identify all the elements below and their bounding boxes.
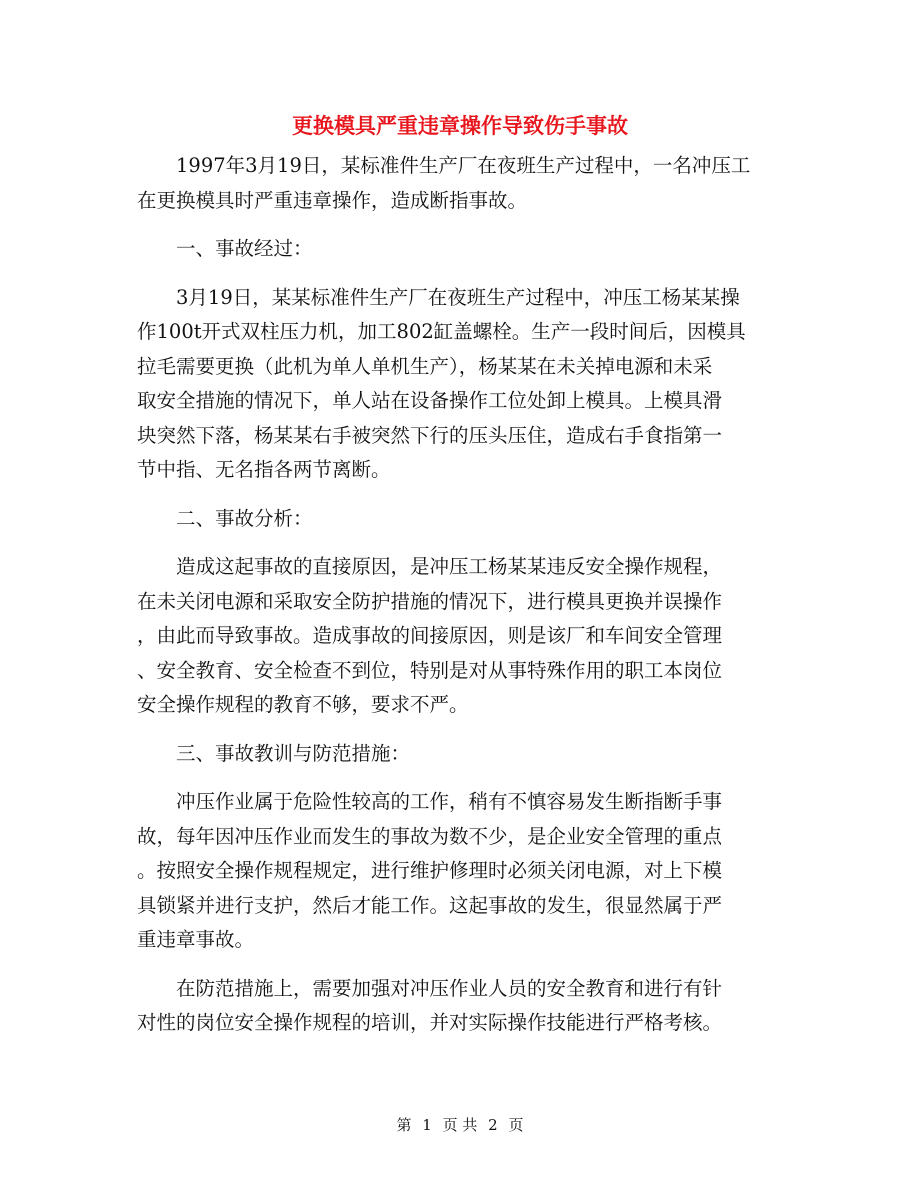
paragraph-line: 重违章事故。 <box>137 928 255 951</box>
paragraph-line: 对性的岗位安全操作规程的培训，并对实际操作技能进行严格考核。 <box>137 1011 723 1034</box>
paragraph-line: 在更换模具时严重违章操作，造成断指事故。 <box>137 188 528 212</box>
footer-page-number: 1 <box>422 1116 432 1134</box>
paragraph <box>137 232 785 267</box>
paragraph-gap <box>137 488 785 502</box>
paragraph-line: 冲压作业属于危险性较高的工作，稍有不慎容易发生断指断手事 <box>176 790 723 813</box>
footer-prefix: 第 <box>396 1116 412 1134</box>
paragraph-line: 、安全教育、安全检查不到位，特别是对从事特殊作用的职工本岗位 <box>137 658 723 682</box>
paragraph-line: 安全操作规程的教育不够，要求不严。 <box>137 693 469 716</box>
paragraph-line: 在未关闭电源和采取安全防护措施的情况下，进行模具更换并误操作 <box>137 589 723 613</box>
paragraph-gap <box>137 218 785 232</box>
paragraph-line: 拉毛需要更换（此机为单人单机生产），杨某某在未关掉电源和未采 <box>137 354 713 378</box>
footer-page-total: 2 <box>488 1116 498 1134</box>
paragraph-line: 三、事故教训与防范措施： <box>176 741 411 765</box>
footer-mid: 页 共 <box>442 1116 478 1134</box>
footer-suffix: 页 <box>508 1116 524 1134</box>
paragraph <box>137 502 785 537</box>
paragraph <box>137 785 785 958</box>
paragraph-line: 二、事故分析： <box>176 506 313 530</box>
paragraph-line: 一、事故经过： <box>176 237 313 260</box>
paragraph-line: 。按照安全操作规程规定，进行维护修理时必须关闭电源，对上下模 <box>137 859 723 882</box>
paragraph-line: 具锁紧并进行支护，然后才能工作。这起事故的发生，很显然属于严 <box>137 893 723 917</box>
paragraph-line: 1997年3月19日，某标准件生产厂在夜班生产过程中，一名冲压工 <box>176 154 751 177</box>
paragraph <box>137 149 785 218</box>
document-title: 更换模具严重违章操作导致伤手事故 <box>292 113 628 138</box>
paragraph-line: 节中指、无名指各两节离断。 <box>137 458 391 481</box>
paragraph <box>137 281 785 488</box>
page-footer <box>0 1114 920 1136</box>
paragraph <box>137 737 785 772</box>
paragraph-line: ，由此而导致事故。造成事故的间接原因，则是该厂和车间安全管理 <box>137 624 723 647</box>
paragraph-gap <box>137 536 785 550</box>
paragraph-line: 块突然下落，杨某某右手被突然下行的压头压住，造成右手食指第一 <box>137 423 723 447</box>
paragraph-line: 造成这起事故的直接原因，是冲压工杨某某违反安全操作规程， <box>176 555 723 578</box>
document-body <box>137 149 785 1041</box>
paragraph-gap <box>137 267 785 281</box>
paragraph <box>137 972 785 1041</box>
paragraph-gap <box>137 771 785 785</box>
paragraph-gap <box>137 958 785 972</box>
paragraph-gap <box>137 723 785 737</box>
paragraph-line: 故，每年因冲压作业而发生的事故为数不少，是企业安全管理的重点 <box>137 824 723 848</box>
paragraph-line: 作100t开式双柱压力机，加工802缸盖螺栓。生产一段时间后，因模具 <box>137 320 746 343</box>
paragraph-line: 取安全措施的情况下，单人站在设备操作工位处卸上模具。上模具滑 <box>137 389 723 412</box>
paragraph <box>137 550 785 723</box>
paragraph-line: 在防范措施上，需要加强对冲压作业人员的安全教育和进行有针 <box>176 976 723 1000</box>
paragraph-line: 3月19日，某某标准件生产厂在夜班生产过程中，冲压工杨某某操 <box>176 285 740 309</box>
